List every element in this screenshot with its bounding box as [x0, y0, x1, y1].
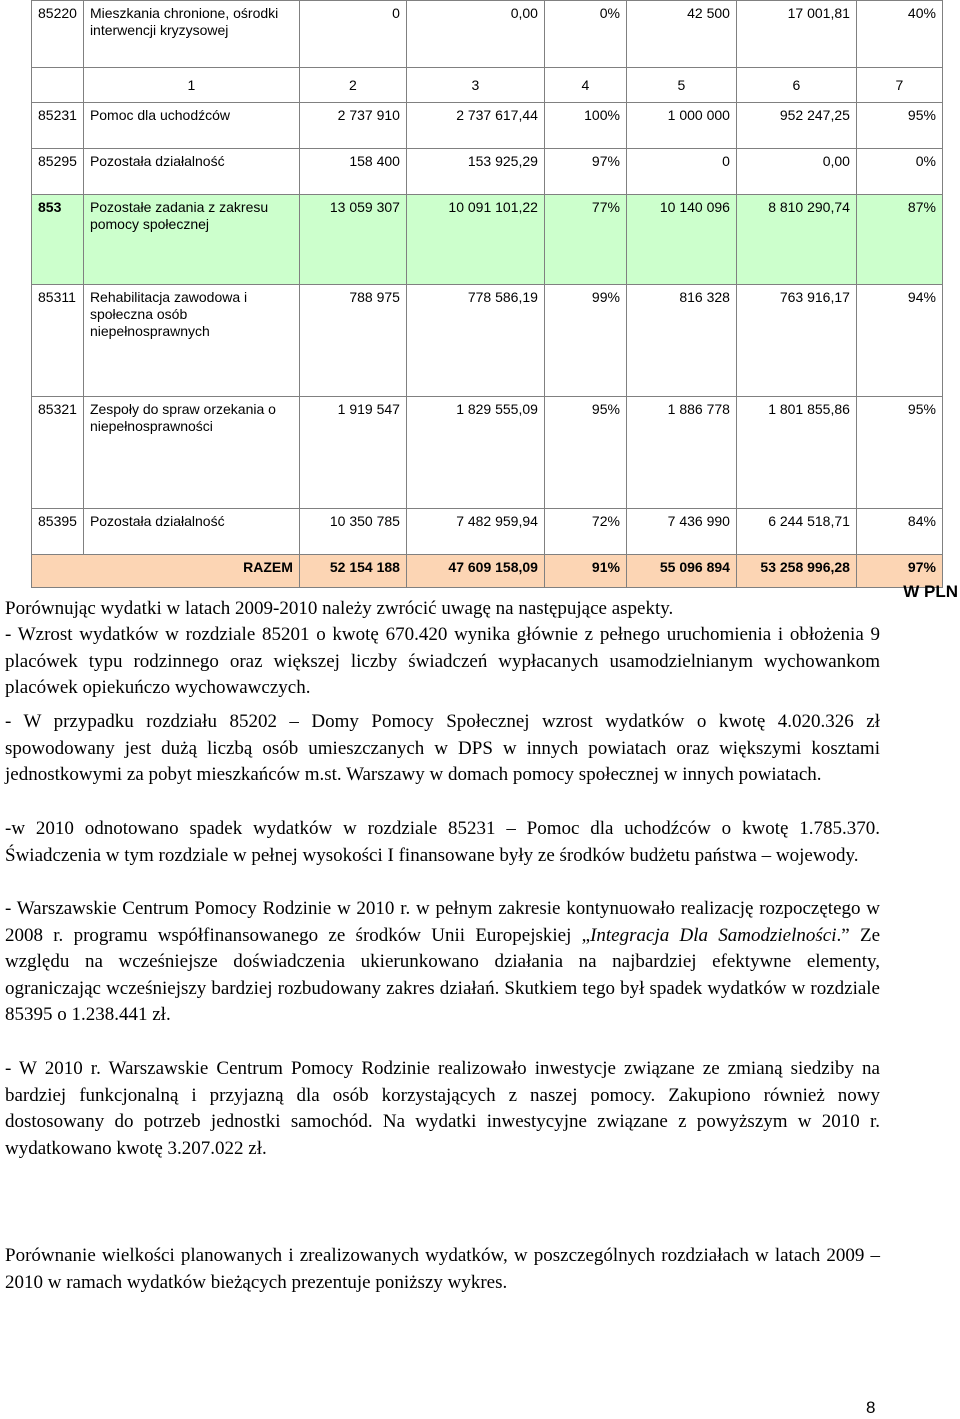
total-c7: 97%	[856, 555, 942, 588]
value-c7: 84%	[856, 509, 942, 555]
section-name: Rehabilitacja zawodowa i społeczna osób niepełnosprawnych	[83, 285, 299, 397]
total-c3: 47 609 158,09	[406, 555, 544, 588]
value-c2: 13 059 307	[299, 195, 406, 285]
section-code: 85311	[32, 285, 84, 397]
value-c7: 87%	[856, 195, 942, 285]
value-c2: 10 350 785	[299, 509, 406, 555]
value-c2: 2 737 910	[299, 103, 406, 149]
value-c2: 1 919 547	[299, 397, 406, 509]
section-name: Pomoc dla uchodźców	[83, 103, 299, 149]
value-c4: 99%	[544, 285, 626, 397]
section-code: 85321	[32, 397, 84, 509]
program-name: Integracja Dla Samodzielności	[590, 924, 837, 946]
table-row	[32, 103, 943, 149]
section-name: Pozostała działalność	[83, 149, 299, 195]
table-row	[32, 149, 943, 195]
table-row	[32, 68, 943, 103]
value-c4: 97%	[544, 149, 626, 195]
section-code: 85220	[32, 1, 84, 68]
table-row	[32, 555, 943, 588]
bullet-item-4	[5, 896, 880, 1029]
value-c4: 77%	[544, 195, 626, 285]
total-label: RAZEM	[32, 555, 300, 588]
section-name: Pozostała działalność	[83, 509, 299, 555]
value-c4: 72%	[544, 509, 626, 555]
column-number-6: 6	[736, 68, 856, 103]
section-name: Pozostałe zadania z zakresu pomocy społecznej	[83, 195, 299, 285]
value-c6: 763 916,17	[736, 285, 856, 397]
value-c6: 0,00	[736, 149, 856, 195]
value-c3: 1 829 555,09	[406, 397, 544, 509]
value-c7: 95%	[856, 103, 942, 149]
column-number-5: 5	[626, 68, 736, 103]
value-c3: 10 091 101,22	[406, 195, 544, 285]
section-code: 853	[32, 195, 84, 285]
value-c5: 10 140 096	[626, 195, 736, 285]
value-c3: 778 586,19	[406, 285, 544, 397]
value-c7: 0%	[856, 149, 942, 195]
intro-paragraph: Porównując wydatki w latach 2009-2010 należy zwrócić uwagę na następujące aspekty.	[5, 598, 674, 619]
value-c3: 7 482 959,94	[406, 509, 544, 555]
total-c6: 53 258 996,28	[736, 555, 856, 588]
table-row	[32, 285, 943, 397]
value-c3: 153 925,29	[406, 149, 544, 195]
value-c2: 158 400	[299, 149, 406, 195]
column-number-2: 2	[299, 68, 406, 103]
value-c3: 2 737 617,44	[406, 103, 544, 149]
table-row	[32, 1, 943, 68]
value-c5: 7 436 990	[626, 509, 736, 555]
table-row	[32, 195, 943, 285]
value-c7: 40%	[856, 1, 942, 68]
section-name: Mieszkania chronione, ośrodki interwencji kryzysowej	[83, 1, 299, 68]
section-code: 85395	[32, 509, 84, 555]
value-c5: 1 000 000	[626, 103, 736, 149]
page-number: 8	[866, 1398, 876, 1417]
column-number-4: 4	[544, 68, 626, 103]
bullet-item-1: - Wzrost wydatków w rozdziale 85201 o kwotę 670.420 wynika głównie z pełnego uruchomienia i obłożenia 9 placówek typu rodzinnego oraz większej liczby świadczeń wypłacanych usamodzielnianym wychowankom placówek opiekuńczo wychowawczych.	[5, 624, 880, 699]
bullet-item-4-text-b: .” Ze względu na wcześniejsze doświadczenia ukierunkowano działania na najbardziej efektywne elementy, ograniczając wcześniejszy bardziej rozbudowany zakres działań. Skutkiem tego był spadek wydatków w rozdziale 85395 o 1.238.441 zł.	[5, 924, 880, 1026]
total-c4: 91%	[544, 555, 626, 588]
budget-table	[31, 0, 943, 588]
value-c6: 17 001,81	[736, 1, 856, 68]
bullet-item-2: - W przypadku rozdziału 85202 – Domy Pomocy Społecznej wzrost wydatków o kwotę 4.020.326 zł spowodowany jest dużą liczbą osób umieszczanych w DPS w innych powiatach oraz większymi kosztami jednostkowymi za pobyt mieszkańców m.st. Warszawy w domach pomocy społecznej w innych powiatach.	[5, 711, 880, 786]
value-c2: 788 975	[299, 285, 406, 397]
table-row	[32, 397, 943, 509]
unit-note: W PLN	[903, 582, 958, 601]
section-code: 85295	[32, 149, 84, 195]
bullet-item-3: -w 2010 odnotowano spadek wydatków w rozdziale 85231 – Pomoc dla uchodźców o kwotę 1.785.370. Świadczenia w tym rozdziale w pełnej wysokości I finansowane były ze środków budżetu państwa – wojewody.	[5, 818, 880, 866]
column-number-1: 1	[83, 68, 299, 103]
closing-paragraph: Porównanie wielkości planowanych i zrealizowanych wydatków, w poszczególnych rozdziałach w latach 2009 – 2010 w ramach wydatków bieżących prezentuje poniższy wykres.	[5, 1245, 880, 1293]
section-code: 85231	[32, 103, 84, 149]
value-c4: 100%	[544, 103, 626, 149]
value-c3: 0,00	[406, 1, 544, 68]
value-c5: 1 886 778	[626, 397, 736, 509]
value-c4: 0%	[544, 1, 626, 68]
value-c6: 6 244 518,71	[736, 509, 856, 555]
bullet-item-4-text-a: - Warszawskie Centrum Pomocy Rodzinie w 2010 r. w pełnym zakresie kontynuowało realizację rozpoczętego w 2008 r. programu współfinansowanego ze środków Unii Europejskiej „	[5, 898, 880, 946]
value-c6: 952 247,25	[736, 103, 856, 149]
value-c4: 95%	[544, 397, 626, 509]
column-number-3: 3	[406, 68, 544, 103]
total-c5: 55 096 894	[626, 555, 736, 588]
value-c5: 42 500	[626, 1, 736, 68]
header-cell-blank	[32, 68, 84, 103]
value-c5: 816 328	[626, 285, 736, 397]
value-c7: 94%	[856, 285, 942, 397]
section-name: Zespoły do spraw orzekania o niepełnosprawności	[83, 397, 299, 509]
value-c6: 1 801 855,86	[736, 397, 856, 509]
value-c2: 0	[299, 1, 406, 68]
value-c7: 95%	[856, 397, 942, 509]
total-c2: 52 154 188	[299, 555, 406, 588]
value-c5: 0	[626, 149, 736, 195]
value-c6: 8 810 290,74	[736, 195, 856, 285]
bullet-item-5: - W 2010 r. Warszawskie Centrum Pomocy Rodzinie realizowało inwestycje związane ze zmianą siedziby na bardziej funkcjonalną i przyjazną dla osób korzystających z naszej pomocy. Zakupiono również nowy dostosowany do potrzeb jednostki samochód. Na wydatki inwestycyjne związane z powyższym w 2010 r. wydatkowano kwotę 3.207.022 zł.	[5, 1058, 880, 1159]
table-row	[32, 509, 943, 555]
column-number-7: 7	[856, 68, 942, 103]
